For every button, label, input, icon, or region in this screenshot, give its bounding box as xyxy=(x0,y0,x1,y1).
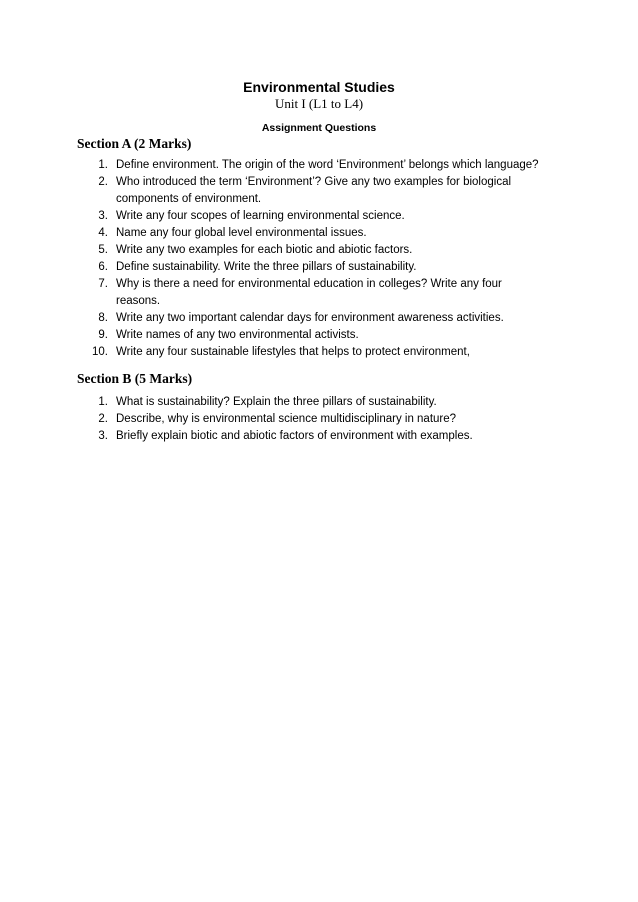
question-text: Define environment. The origin of the word ‘Environment’ belongs which language? xyxy=(116,159,539,171)
question-number: 8. xyxy=(98,312,108,324)
question-text: Write any four scopes of learning environmental science. xyxy=(116,210,405,222)
list-item xyxy=(0,276,580,310)
document-subtitle: Unit I (L1 to L4) xyxy=(274,96,364,111)
list-item xyxy=(0,310,580,327)
question-text: What is sustainability? Explain the three pillars of sustainability. xyxy=(116,396,437,408)
list-item xyxy=(0,394,580,411)
question-text: Write names of any two environmental activists. xyxy=(116,329,359,341)
question-number: 2. xyxy=(98,176,108,188)
question-number: 9. xyxy=(98,329,108,341)
question-number: 3. xyxy=(98,210,108,222)
question-number: 5. xyxy=(98,244,108,256)
section-a-question-list xyxy=(0,157,580,361)
question-text: Define sustainability. Write the three pillars of sustainability. xyxy=(116,261,417,273)
question-text: Why is there a need for environmental education in colleges? Write any four reasons. xyxy=(116,278,502,307)
list-item xyxy=(0,225,580,242)
question-number: 3. xyxy=(98,430,108,442)
list-item xyxy=(0,208,580,225)
list-item xyxy=(0,174,580,208)
list-item xyxy=(0,242,580,259)
question-number: 1. xyxy=(98,159,108,171)
list-item xyxy=(0,327,580,344)
list-item xyxy=(0,411,580,428)
question-text: Write any four sustainable lifestyles that helps to protect environment, xyxy=(116,346,470,358)
assignment-heading: Assignment Questions xyxy=(261,122,377,134)
question-number: 4. xyxy=(98,227,108,239)
list-item xyxy=(0,344,580,361)
question-text: Write any two examples for each biotic and abiotic factors. xyxy=(116,244,413,256)
list-item xyxy=(0,259,580,276)
question-number: 1. xyxy=(98,396,108,408)
question-text: Describe, why is environmental science multidisciplinary in nature? xyxy=(116,413,457,425)
list-item xyxy=(0,428,580,445)
question-number: 6. xyxy=(98,261,108,273)
question-text: Name any four global level environmental issues. xyxy=(116,227,367,239)
question-text: Write any two important calendar days for environment awareness activities. xyxy=(116,312,504,324)
list-item xyxy=(0,157,580,174)
question-text: Briefly explain biotic and abiotic factors of environment with examples. xyxy=(116,430,473,442)
section-b-heading: Section B (5 Marks) xyxy=(77,371,193,386)
question-number: 7. xyxy=(98,278,108,290)
question-text: Who introduced the term ‘Environment’? Give any two examples for biological components of environment. xyxy=(116,176,512,205)
question-number: 2. xyxy=(98,413,108,425)
section-b-question-list xyxy=(0,394,580,445)
document-title: Environmental Studies xyxy=(243,79,395,95)
section-a-heading: Section A (2 Marks) xyxy=(77,136,192,151)
question-number: 10. xyxy=(92,346,108,358)
